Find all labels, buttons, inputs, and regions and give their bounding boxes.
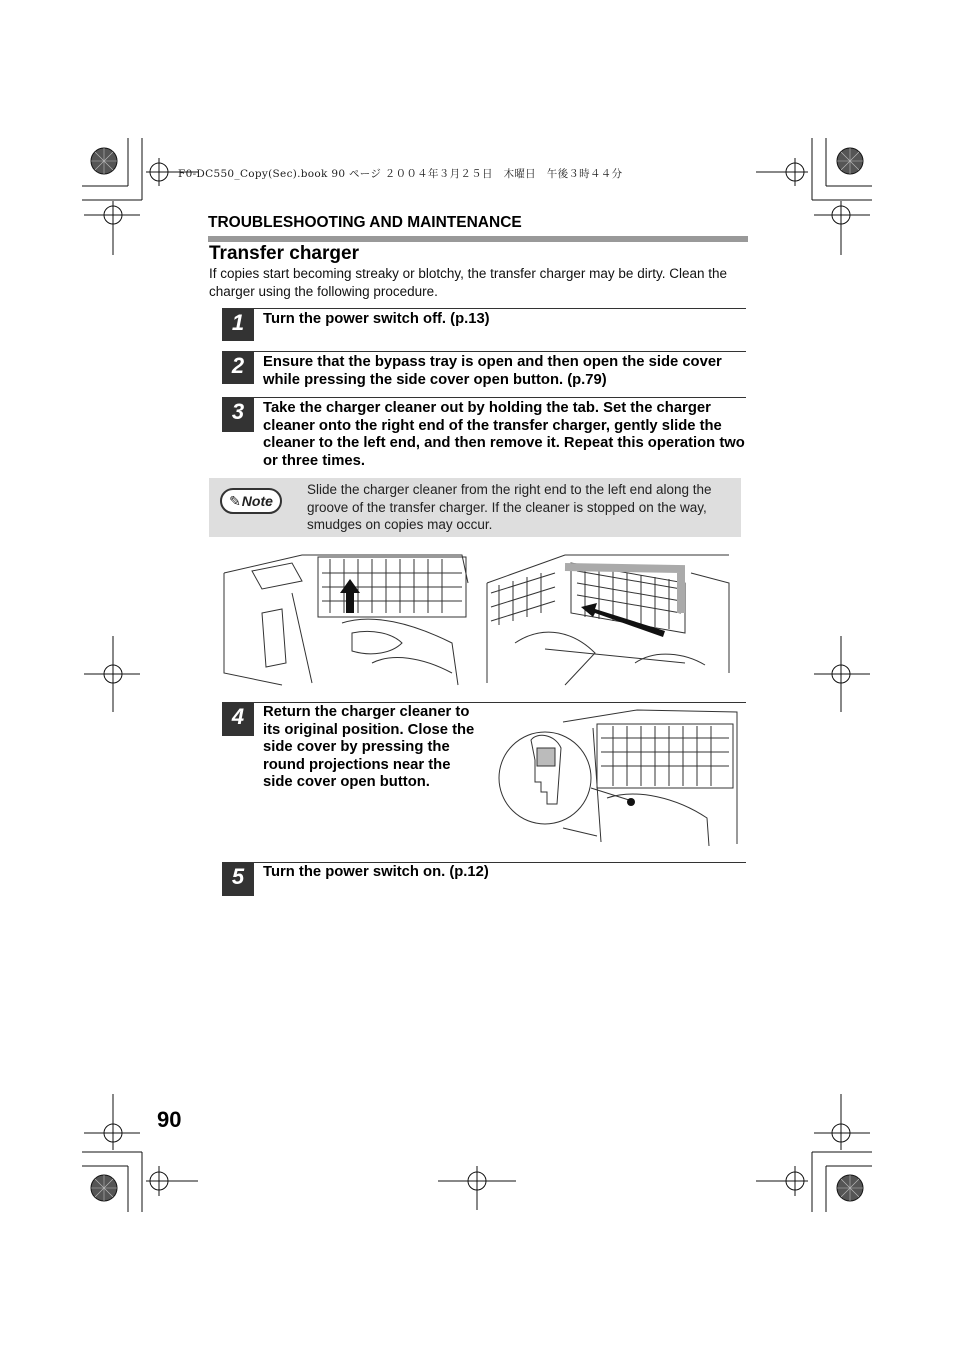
step-2-rule xyxy=(222,351,746,352)
step-4-number: 4 xyxy=(222,703,254,736)
page-heading: Transfer charger xyxy=(209,243,359,264)
step-3-text: Take the charger cleaner out by holding the tab. Set the charger cleaner onto the right end of the transfer charger, gently slide the cleaner to the left end, and then remove it. Repeat this operation two or three times. xyxy=(263,400,745,469)
step-1-number: 1 xyxy=(222,309,254,341)
illustration-slide-cleaner xyxy=(485,553,733,687)
step-2-text: Ensure that the bypass tray is open and then open the side cover while pressing the side cover open button. (p.79) xyxy=(263,354,722,388)
page-number: 90 xyxy=(157,1107,182,1132)
note-text: Slide the charger cleaner from the right end to the left end along the groove of the transfer charger. If the cleaner is stopped on the way, smudges on copies may occur. xyxy=(307,482,712,533)
step-3-number: 3 xyxy=(222,398,254,432)
step-4-rule xyxy=(222,702,746,703)
note-label: Note xyxy=(241,493,273,509)
step-5-rule xyxy=(222,862,746,863)
step-2-number: 2 xyxy=(222,352,254,384)
pencil-icon: ✎ xyxy=(229,492,241,509)
illustration-close-cover xyxy=(497,708,741,848)
step-1-text: Turn the power switch off. (p.13) xyxy=(263,311,490,327)
intro-paragraph: If copies start becoming streaky or blotchy, the transfer charger may be dirty. Clean the charger using the following procedure. xyxy=(209,266,727,299)
title-rule xyxy=(208,236,748,242)
step-3-rule xyxy=(222,397,746,398)
step-5-number: 5 xyxy=(222,863,254,896)
step-5-text: Turn the power switch on. (p.12) xyxy=(263,864,489,880)
step-1-rule xyxy=(222,308,746,309)
illustration-remove-cleaner xyxy=(222,553,470,687)
note-badge xyxy=(220,488,282,514)
section-title: TROUBLESHOOTING AND MAINTENANCE xyxy=(208,214,522,231)
file-header: F0-DC550_Copy(Sec).book 90 ページ ２００４年３月２５日 木曜日 午後３時４４分 xyxy=(178,168,623,180)
step-4-text: Return the charger cleaner to its original position. Close the side cover by pressing the round projections near the side cover open button. xyxy=(263,704,475,791)
